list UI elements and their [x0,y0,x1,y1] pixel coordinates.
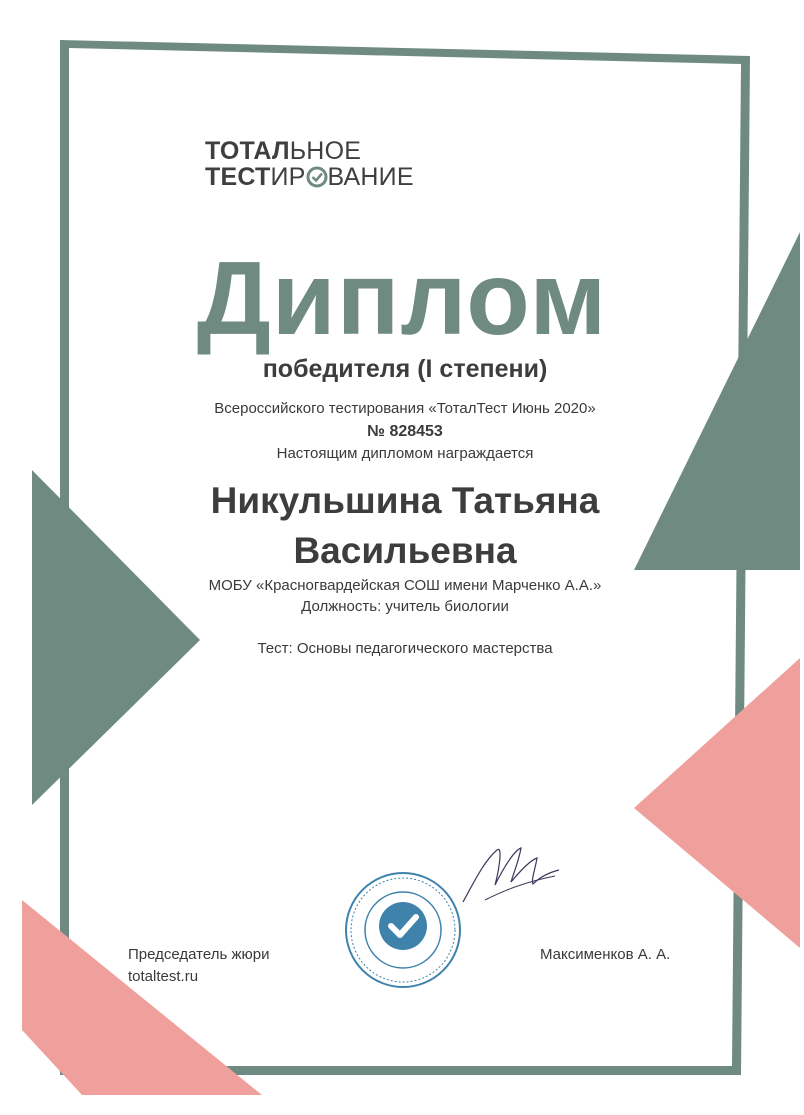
event-name: Всероссийского тестирования «ТоталТест Июнь 2020» [214,400,596,417]
diploma-subtitle: победителя (I степени) [262,355,548,383]
seal-stamp [343,870,463,990]
right-pink-triangle [634,658,800,948]
logo-line-1: ТОТАЛЬНОЕ [205,137,362,165]
awarded-text: Настоящим дипломом награждается [276,445,534,462]
recipient-name-line-1: Никульшина Татьяна [210,480,600,521]
recipient-name [0,476,804,576]
recipient-position: Должность: учитель биологии [301,598,509,615]
bottom-left-pink-shape [22,900,262,1095]
signature [455,830,565,910]
logo-line-2: ТЕСТИР ВАНИЕ [205,163,414,191]
jury-block [128,944,269,988]
jury-label: Председатель жюри [128,946,270,963]
recipient-name-line-2: Васильевна [293,530,517,571]
diploma-number: № 828453 [367,423,443,440]
test-name: Тест: Основы педагогического мастерства [257,640,553,657]
logo [205,138,414,190]
diploma-title: Диплом [196,241,608,357]
check-circle-icon [306,166,328,188]
signer-name: Максименков А. А. [540,946,671,963]
site-link[interactable]: totaltest.ru [128,968,199,985]
school-name: МОБУ «Красногвардейская СОШ имени Марченко А.А.» [208,577,602,594]
